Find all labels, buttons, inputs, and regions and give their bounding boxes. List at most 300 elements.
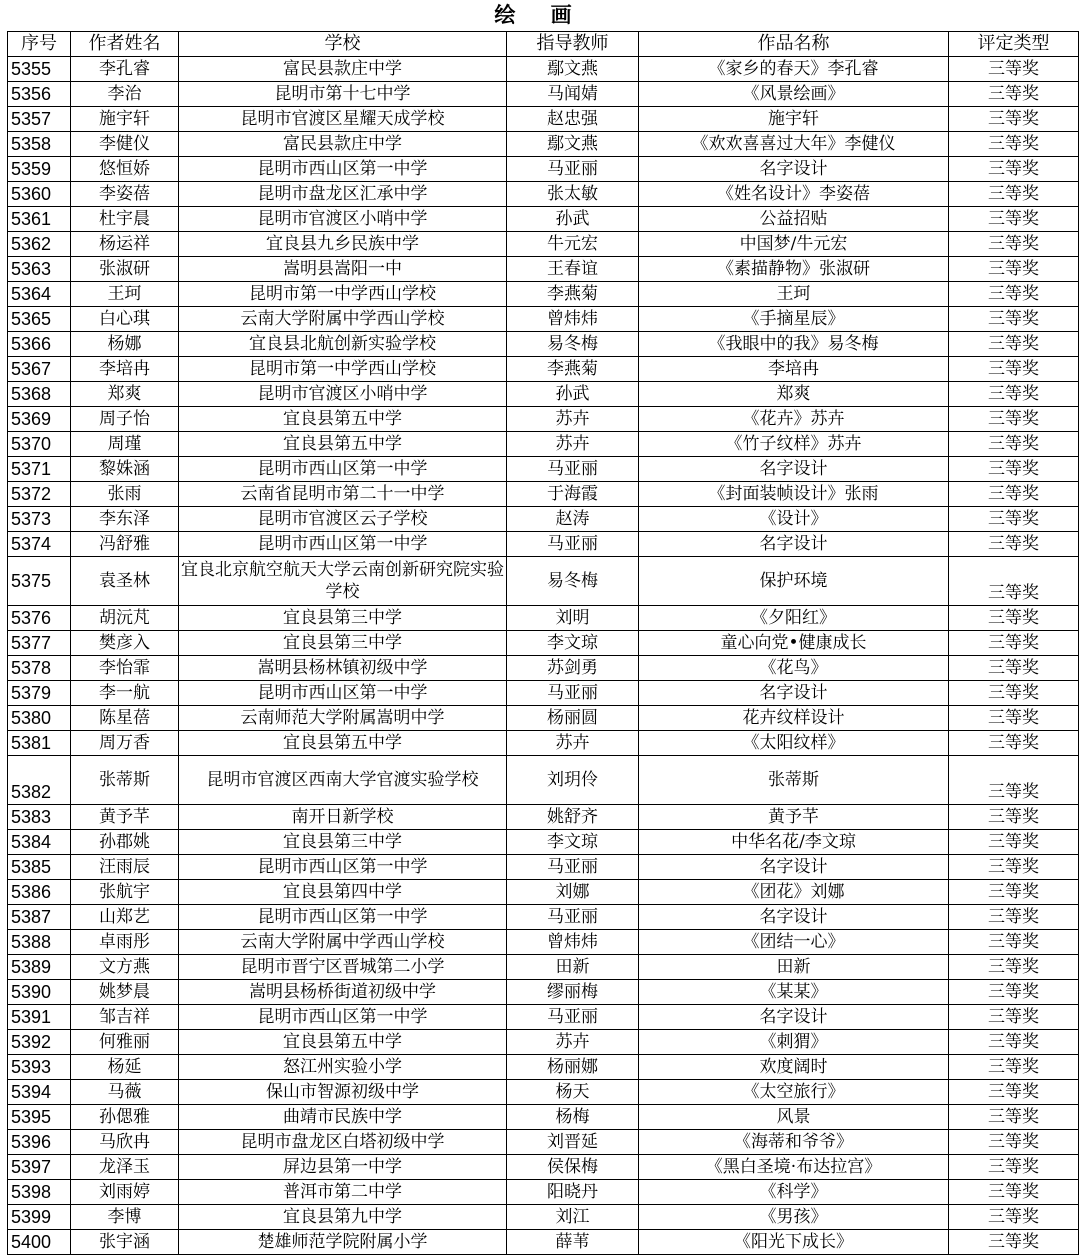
author-cell: 周子怡 (71, 407, 179, 432)
teacher-cell: 易冬梅 (507, 557, 639, 606)
serial-cell: 5365 (8, 307, 71, 332)
author-cell: 黄予芊 (71, 805, 179, 830)
school-cell: 曲靖市民族中学 (179, 1105, 507, 1130)
serial-cell: 5385 (8, 855, 71, 880)
author-cell: 孙郡姚 (71, 830, 179, 855)
teacher-cell: 马亚丽 (507, 855, 639, 880)
table-row (8, 731, 1079, 756)
work-title-cell: 王珂 (639, 282, 949, 307)
award-type-cell: 三等奖 (949, 307, 1079, 332)
work-title-cell: 《花鸟》 (639, 656, 949, 681)
work-title-cell: 名字设计 (639, 681, 949, 706)
table-row (8, 182, 1079, 207)
award-type-cell: 三等奖 (949, 1205, 1079, 1230)
work-title-cell: 《手摘星辰》 (639, 307, 949, 332)
table-row (8, 980, 1079, 1005)
school-cell: 昆明市晋宁区晋城第二小学 (179, 955, 507, 980)
award-table (7, 31, 1079, 1255)
work-title-cell: 《黑白圣境·布达拉宫》 (639, 1155, 949, 1180)
serial-cell: 5398 (8, 1180, 71, 1205)
table-row (8, 532, 1079, 557)
teacher-cell: 马亚丽 (507, 681, 639, 706)
table-row (8, 57, 1079, 82)
school-cell: 宜良北京航空航天大学云南创新研究院实验学校 (179, 557, 507, 606)
award-type-cell: 三等奖 (949, 731, 1079, 756)
school-cell: 昆明市第一中学西山学校 (179, 282, 507, 307)
teacher-cell: 马亚丽 (507, 905, 639, 930)
school-cell: 昆明市盘龙区汇承中学 (179, 182, 507, 207)
serial-cell: 5359 (8, 157, 71, 182)
school-cell: 宜良县第三中学 (179, 830, 507, 855)
serial-cell: 5393 (8, 1055, 71, 1080)
serial-cell: 5368 (8, 382, 71, 407)
author-cell: 何雅丽 (71, 1030, 179, 1055)
award-type-cell: 三等奖 (949, 756, 1079, 805)
school-cell: 昆明市官渡区小哨中学 (179, 382, 507, 407)
award-type-cell: 三等奖 (949, 357, 1079, 382)
award-type-cell: 三等奖 (949, 1180, 1079, 1205)
author-cell: 杜宇晨 (71, 207, 179, 232)
serial-cell: 5388 (8, 930, 71, 955)
work-title-cell: 《夕阳红》 (639, 606, 949, 631)
serial-cell: 5390 (8, 980, 71, 1005)
teacher-cell: 曾炜炜 (507, 307, 639, 332)
teacher-cell: 刘玥伶 (507, 756, 639, 805)
school-cell: 昆明市西山区第一中学 (179, 457, 507, 482)
work-title-cell: 《花卉》苏卉 (639, 407, 949, 432)
author-cell: 杨延 (71, 1055, 179, 1080)
teacher-cell: 马闻婧 (507, 82, 639, 107)
author-cell: 李姿蓓 (71, 182, 179, 207)
author-cell: 张雨 (71, 482, 179, 507)
serial-cell: 5367 (8, 357, 71, 382)
teacher-cell: 阳晓丹 (507, 1180, 639, 1205)
table-row (8, 1105, 1079, 1130)
work-title-cell: 《设计》 (639, 507, 949, 532)
teacher-cell: 姚舒齐 (507, 805, 639, 830)
school-cell: 富民县款庄中学 (179, 57, 507, 82)
table-row (8, 557, 1079, 606)
school-cell: 昆明市西山区第一中学 (179, 157, 507, 182)
serial-cell: 5396 (8, 1130, 71, 1155)
table-row (8, 357, 1079, 382)
work-title-cell: 中华名花/李文琼 (639, 830, 949, 855)
teacher-cell: 易冬梅 (507, 332, 639, 357)
award-type-cell: 三等奖 (949, 557, 1079, 606)
serial-cell: 5376 (8, 606, 71, 631)
work-title-cell: 风景 (639, 1105, 949, 1130)
author-cell: 悠恒娇 (71, 157, 179, 182)
serial-cell: 5381 (8, 731, 71, 756)
work-title-cell: 郑爽 (639, 382, 949, 407)
work-title-cell: 施宇轩 (639, 107, 949, 132)
work-title-cell: 黄予芊 (639, 805, 949, 830)
table-row (8, 257, 1079, 282)
table-header-row (8, 32, 1079, 57)
teacher-cell: 赵涛 (507, 507, 639, 532)
serial-cell: 5380 (8, 706, 71, 731)
table-row (8, 307, 1079, 332)
teacher-cell: 侯保梅 (507, 1155, 639, 1180)
teacher-cell: 张太敏 (507, 182, 639, 207)
author-cell: 李东泽 (71, 507, 179, 532)
author-cell: 张航宇 (71, 880, 179, 905)
award-type-cell: 三等奖 (949, 257, 1079, 282)
author-cell: 郑爽 (71, 382, 179, 407)
award-type-cell: 三等奖 (949, 407, 1079, 432)
school-cell: 宜良县第九中学 (179, 1205, 507, 1230)
teacher-cell: 田新 (507, 955, 639, 980)
award-type-cell: 三等奖 (949, 1030, 1079, 1055)
award-type-cell: 三等奖 (949, 57, 1079, 82)
award-type-cell: 三等奖 (949, 656, 1079, 681)
school-cell: 昆明市第一中学西山学校 (179, 357, 507, 382)
work-title-cell: 《阳光下成长》 (639, 1230, 949, 1255)
award-type-cell: 三等奖 (949, 507, 1079, 532)
teacher-cell: 刘娜 (507, 880, 639, 905)
table-row (8, 830, 1079, 855)
work-title-cell: 《海蒂和爷爷》 (639, 1130, 949, 1155)
school-cell: 昆明市西山区第一中学 (179, 532, 507, 557)
table-row (8, 432, 1079, 457)
school-cell: 保山市智源初级中学 (179, 1080, 507, 1105)
table-row (8, 332, 1079, 357)
table-row (8, 1180, 1079, 1205)
award-type-cell: 三等奖 (949, 980, 1079, 1005)
author-cell: 张淑研 (71, 257, 179, 282)
table-row (8, 656, 1079, 681)
school-cell: 宜良县第三中学 (179, 606, 507, 631)
table-row (8, 407, 1079, 432)
award-type-cell: 三等奖 (949, 282, 1079, 307)
work-title-cell: 《某某》 (639, 980, 949, 1005)
teacher-cell: 杨丽圆 (507, 706, 639, 731)
author-cell: 周万香 (71, 731, 179, 756)
school-cell: 屏边县第一中学 (179, 1155, 507, 1180)
award-type-cell: 三等奖 (949, 382, 1079, 407)
school-cell: 宜良县九乡民族中学 (179, 232, 507, 257)
author-cell: 樊彦入 (71, 631, 179, 656)
table-row (8, 207, 1079, 232)
serial-cell: 5355 (8, 57, 71, 82)
work-title-cell: 公益招贴 (639, 207, 949, 232)
serial-cell: 5374 (8, 532, 71, 557)
award-type-cell: 三等奖 (949, 432, 1079, 457)
table-row (8, 132, 1079, 157)
author-cell: 李怡霏 (71, 656, 179, 681)
work-title-cell: 张蒂斯 (639, 756, 949, 805)
author-cell: 白心琪 (71, 307, 179, 332)
table-row (8, 631, 1079, 656)
award-type-cell: 三等奖 (949, 1055, 1079, 1080)
school-cell: 昆明市官渡区小哨中学 (179, 207, 507, 232)
serial-cell: 5389 (8, 955, 71, 980)
teacher-cell: 于海霞 (507, 482, 639, 507)
table-body (8, 57, 1079, 1255)
table-row (8, 157, 1079, 182)
award-type-cell: 三等奖 (949, 681, 1079, 706)
teacher-cell: 曾炜炜 (507, 930, 639, 955)
table-row (8, 82, 1079, 107)
author-cell: 袁圣林 (71, 557, 179, 606)
serial-cell: 5358 (8, 132, 71, 157)
serial-cell: 5387 (8, 905, 71, 930)
teacher-cell: 苏卉 (507, 1030, 639, 1055)
teacher-cell: 苏剑勇 (507, 656, 639, 681)
award-type-cell: 三等奖 (949, 332, 1079, 357)
work-title-cell: 名字设计 (639, 905, 949, 930)
table-row (8, 930, 1079, 955)
table-row (8, 955, 1079, 980)
header-author: 作者姓名 (71, 32, 179, 57)
table-row (8, 1005, 1079, 1030)
author-cell: 马薇 (71, 1080, 179, 1105)
serial-cell: 5364 (8, 282, 71, 307)
author-cell: 杨运祥 (71, 232, 179, 257)
table-row (8, 232, 1079, 257)
work-title-cell: 《素描静物》张淑研 (639, 257, 949, 282)
award-type-cell: 三等奖 (949, 207, 1079, 232)
serial-cell: 5382 (8, 756, 71, 805)
award-type-cell: 三等奖 (949, 880, 1079, 905)
serial-cell: 5384 (8, 830, 71, 855)
award-type-cell: 三等奖 (949, 955, 1079, 980)
award-type-cell: 三等奖 (949, 82, 1079, 107)
award-type-cell: 三等奖 (949, 1080, 1079, 1105)
school-cell: 宜良县第三中学 (179, 631, 507, 656)
author-cell: 张宇涵 (71, 1230, 179, 1255)
teacher-cell: 赵忠强 (507, 107, 639, 132)
award-type-cell: 三等奖 (949, 532, 1079, 557)
work-title-cell: 名字设计 (639, 1005, 949, 1030)
award-type-cell: 三等奖 (949, 905, 1079, 930)
teacher-cell: 李文琼 (507, 631, 639, 656)
school-cell: 昆明市盘龙区白塔初级中学 (179, 1130, 507, 1155)
teacher-cell: 苏卉 (507, 731, 639, 756)
author-cell: 周瑾 (71, 432, 179, 457)
serial-cell: 5394 (8, 1080, 71, 1105)
work-title-cell: 《太空旅行》 (639, 1080, 949, 1105)
table-row (8, 880, 1079, 905)
author-cell: 山郑艺 (71, 905, 179, 930)
table-row (8, 1055, 1079, 1080)
serial-cell: 5362 (8, 232, 71, 257)
work-title-cell: 《团结一心》 (639, 930, 949, 955)
header-school: 学校 (179, 32, 507, 57)
work-title-cell: 名字设计 (639, 855, 949, 880)
author-cell: 胡沅芃 (71, 606, 179, 631)
teacher-cell: 刘晋延 (507, 1130, 639, 1155)
school-cell: 昆明市官渡区云子学校 (179, 507, 507, 532)
table-row (8, 1030, 1079, 1055)
teacher-cell: 孙武 (507, 382, 639, 407)
work-title-cell: 《科学》 (639, 1180, 949, 1205)
award-type-cell: 三等奖 (949, 1130, 1079, 1155)
work-title-cell: 李培冉 (639, 357, 949, 382)
author-cell: 汪雨辰 (71, 855, 179, 880)
work-title-cell: 田新 (639, 955, 949, 980)
work-title-cell: 《家乡的春天》李孔睿 (639, 57, 949, 82)
school-cell: 宜良县第五中学 (179, 731, 507, 756)
teacher-cell: 鄢文燕 (507, 132, 639, 157)
teacher-cell: 鄢文燕 (507, 57, 639, 82)
teacher-cell: 马亚丽 (507, 532, 639, 557)
work-title-cell: 花卉纹样设计 (639, 706, 949, 731)
serial-cell: 5361 (8, 207, 71, 232)
table-row (8, 756, 1079, 805)
school-cell: 宜良县第四中学 (179, 880, 507, 905)
author-cell: 王珂 (71, 282, 179, 307)
author-cell: 李培冉 (71, 357, 179, 382)
header-award-type: 评定类型 (949, 32, 1079, 57)
work-title-cell: 保护环境 (639, 557, 949, 606)
award-type-cell: 三等奖 (949, 132, 1079, 157)
work-title-cell: 《欢欢喜喜过大年》李健仪 (639, 132, 949, 157)
header-teacher: 指导教师 (507, 32, 639, 57)
table-row (8, 1130, 1079, 1155)
author-cell: 马欣冉 (71, 1130, 179, 1155)
serial-cell: 5377 (8, 631, 71, 656)
serial-cell: 5400 (8, 1230, 71, 1255)
teacher-cell: 马亚丽 (507, 457, 639, 482)
table-row (8, 282, 1079, 307)
table-row (8, 905, 1079, 930)
table-row (8, 507, 1079, 532)
school-cell: 昆明市第十七中学 (179, 82, 507, 107)
school-cell: 普洱市第二中学 (179, 1180, 507, 1205)
school-cell: 富民县款庄中学 (179, 132, 507, 157)
award-type-cell: 三等奖 (949, 830, 1079, 855)
school-cell: 宜良县第五中学 (179, 407, 507, 432)
table-row (8, 457, 1079, 482)
author-cell: 张蒂斯 (71, 756, 179, 805)
serial-cell: 5375 (8, 557, 71, 606)
award-type-cell: 三等奖 (949, 107, 1079, 132)
author-cell: 杨娜 (71, 332, 179, 357)
author-cell: 龙泽玉 (71, 1155, 179, 1180)
author-cell: 李治 (71, 82, 179, 107)
author-cell: 邹吉祥 (71, 1005, 179, 1030)
work-title-cell: 《男孩》 (639, 1205, 949, 1230)
work-title-cell: 《太阳纹样》 (639, 731, 949, 756)
school-cell: 楚雄师范学院附属小学 (179, 1230, 507, 1255)
serial-cell: 5363 (8, 257, 71, 282)
award-type-cell: 三等奖 (949, 232, 1079, 257)
serial-cell: 5379 (8, 681, 71, 706)
school-cell: 嵩明县嵩阳一中 (179, 257, 507, 282)
work-title-cell: 《刺猬》 (639, 1030, 949, 1055)
teacher-cell: 苏卉 (507, 432, 639, 457)
page-title: 绘 画 (494, 3, 586, 27)
teacher-cell: 孙武 (507, 207, 639, 232)
table-row (8, 606, 1079, 631)
serial-cell: 5360 (8, 182, 71, 207)
work-title-cell: 《风景绘画》 (639, 82, 949, 107)
table-row (8, 1205, 1079, 1230)
school-cell: 怒江州实验小学 (179, 1055, 507, 1080)
school-cell: 昆明市西山区第一中学 (179, 905, 507, 930)
school-cell: 宜良县北航创新实验学校 (179, 332, 507, 357)
table-row (8, 107, 1079, 132)
school-cell: 昆明市官渡区星耀天成学校 (179, 107, 507, 132)
teacher-cell: 刘明 (507, 606, 639, 631)
author-cell: 文方燕 (71, 955, 179, 980)
award-type-cell: 三等奖 (949, 631, 1079, 656)
serial-cell: 5373 (8, 507, 71, 532)
serial-cell: 5378 (8, 656, 71, 681)
table-row (8, 706, 1079, 731)
serial-cell: 5395 (8, 1105, 71, 1130)
school-cell: 嵩明县杨林镇初级中学 (179, 656, 507, 681)
table-row (8, 382, 1079, 407)
school-cell: 南开日新学校 (179, 805, 507, 830)
teacher-cell: 缪丽梅 (507, 980, 639, 1005)
author-cell: 李一航 (71, 681, 179, 706)
teacher-cell: 薛苇 (507, 1230, 639, 1255)
serial-cell: 5372 (8, 482, 71, 507)
serial-cell: 5383 (8, 805, 71, 830)
author-cell: 姚梦晨 (71, 980, 179, 1005)
header-serial: 序号 (8, 32, 71, 57)
award-type-cell: 三等奖 (949, 706, 1079, 731)
author-cell: 陈星蓓 (71, 706, 179, 731)
award-type-cell: 三等奖 (949, 1005, 1079, 1030)
serial-cell: 5356 (8, 82, 71, 107)
teacher-cell: 李燕菊 (507, 357, 639, 382)
author-cell: 冯舒雅 (71, 532, 179, 557)
award-type-cell: 三等奖 (949, 805, 1079, 830)
work-title-cell: 名字设计 (639, 532, 949, 557)
school-cell: 嵩明县杨桥街道初级中学 (179, 980, 507, 1005)
teacher-cell: 李文琼 (507, 830, 639, 855)
award-type-cell: 三等奖 (949, 457, 1079, 482)
table-row (8, 1230, 1079, 1255)
serial-cell: 5369 (8, 407, 71, 432)
teacher-cell: 杨天 (507, 1080, 639, 1105)
work-title-cell: 《姓名设计》李姿蓓 (639, 182, 949, 207)
serial-cell: 5399 (8, 1205, 71, 1230)
author-cell: 李孔睿 (71, 57, 179, 82)
school-cell: 昆明市西山区第一中学 (179, 1005, 507, 1030)
serial-cell: 5371 (8, 457, 71, 482)
award-type-cell: 三等奖 (949, 482, 1079, 507)
award-type-cell: 三等奖 (949, 182, 1079, 207)
school-cell: 云南大学附属中学西山学校 (179, 307, 507, 332)
serial-cell: 5392 (8, 1030, 71, 1055)
school-cell: 云南省昆明市第二十一中学 (179, 482, 507, 507)
award-type-cell: 三等奖 (949, 1155, 1079, 1180)
teacher-cell: 马亚丽 (507, 1005, 639, 1030)
table-row (8, 482, 1079, 507)
award-type-cell: 三等奖 (949, 1105, 1079, 1130)
school-cell: 昆明市西山区第一中学 (179, 681, 507, 706)
teacher-cell: 杨梅 (507, 1105, 639, 1130)
teacher-cell: 马亚丽 (507, 157, 639, 182)
table-row (8, 1155, 1079, 1180)
award-type-cell: 三等奖 (949, 855, 1079, 880)
author-cell: 黎姝涵 (71, 457, 179, 482)
work-title-cell: 《我眼中的我》易冬梅 (639, 332, 949, 357)
award-type-cell: 三等奖 (949, 157, 1079, 182)
school-cell: 宜良县第五中学 (179, 1030, 507, 1055)
school-cell: 昆明市官渡区西南大学官渡实验学校 (179, 756, 507, 805)
serial-cell: 5397 (8, 1155, 71, 1180)
award-type-cell: 三等奖 (949, 606, 1079, 631)
work-title-cell: 《竹子纹样》苏卉 (639, 432, 949, 457)
header-work-title: 作品名称 (639, 32, 949, 57)
author-cell: 李健仪 (71, 132, 179, 157)
author-cell: 刘雨婷 (71, 1180, 179, 1205)
